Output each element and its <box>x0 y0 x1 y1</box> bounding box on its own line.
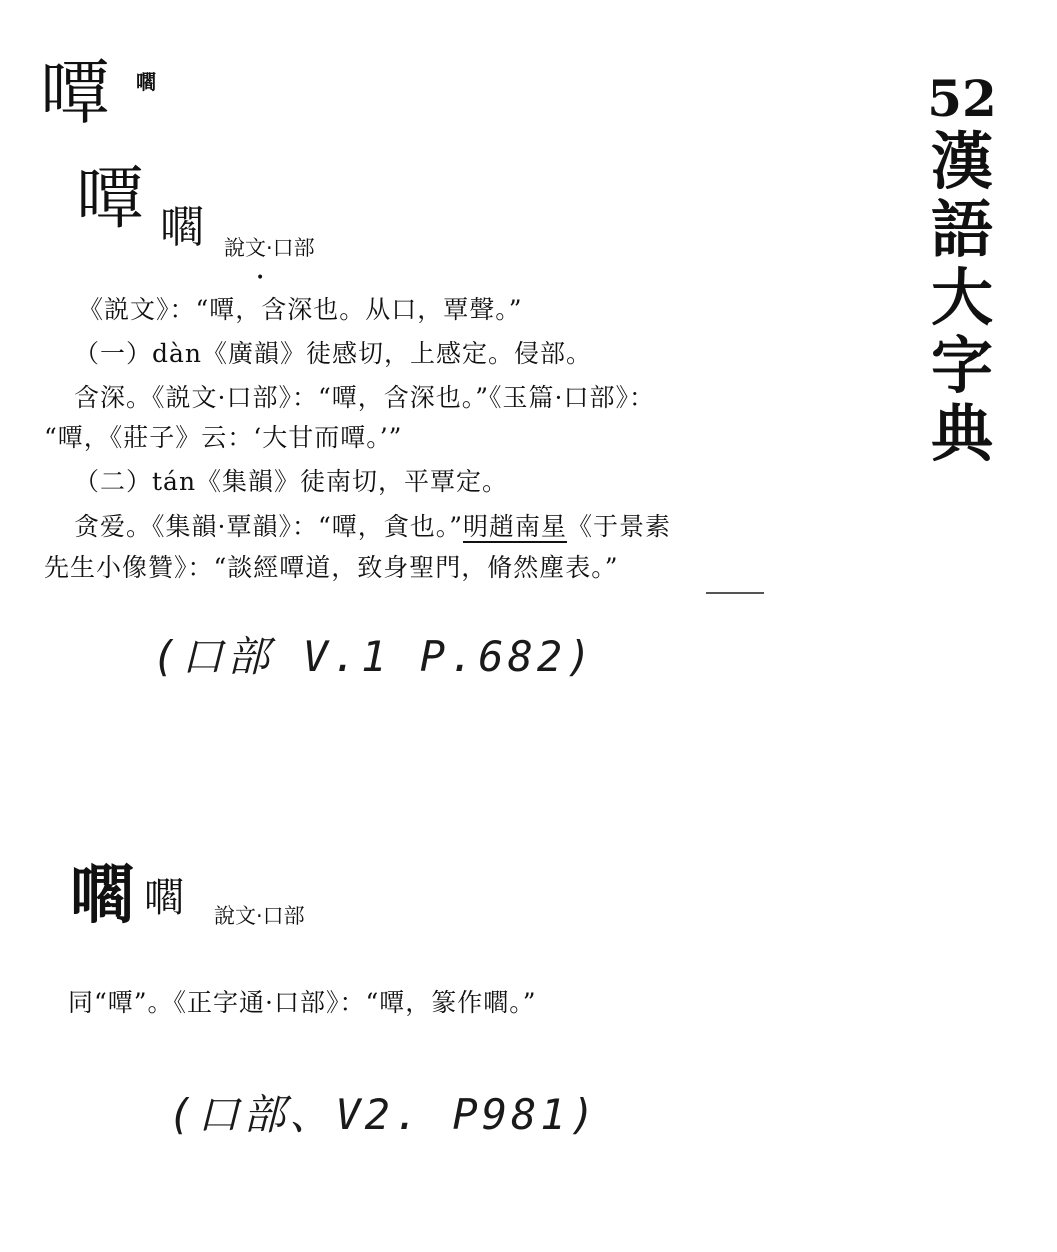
entry1-line-2: （一）dàn《廣韻》徒感切，上感定。侵部。 <box>74 339 593 368</box>
rule-mark <box>706 592 764 594</box>
entry1-line-6-tail: 《于景素 <box>567 512 672 541</box>
entry2-line: 同“嘾”。《正字通·口部》：“嘾，篆作嚪。” <box>68 988 537 1017</box>
title-char-4: 字 <box>930 329 993 403</box>
entry2-headword: 嚪 <box>70 858 134 933</box>
entry1-source-label: 說文·口部 <box>224 236 315 260</box>
entry1-headword: 嘾 <box>76 160 145 239</box>
title-char-5: 典 <box>930 397 993 471</box>
dot-mark: • <box>256 270 265 286</box>
heading-character: 嘾 <box>40 52 110 134</box>
entry1-line-5: （二）tán《集韻》徒南切，平覃定。 <box>74 467 509 496</box>
volume-title <box>922 69 1002 471</box>
entry1-line-6-text: 贪爱。《集韻·覃韻》：“嘾，貪也。” <box>74 512 464 541</box>
entry2-handwritten-note: (口部、V2. P981) <box>168 1090 599 1139</box>
entry2-source-label: 說文·口部 <box>214 904 305 928</box>
heading-variant-character: 嚪 <box>136 70 156 94</box>
entry1-handwritten-note: (口部 V.1 P.682) <box>152 632 596 681</box>
entry1-line-7: 先生小像贊》：“談經嘾道，致身聖門，脩然塵表。” <box>44 553 619 582</box>
entry1-line-3: 含深。《説文·口部》：“嘾，含深也。”《玉篇·口部》： <box>74 383 655 412</box>
entry1-line-4: “嘾，《莊子》云：‘大甘而嘾。’” <box>44 423 403 452</box>
volume-number: 52 <box>927 69 997 128</box>
title-char-2: 語 <box>930 192 993 266</box>
title-char-1: 漢 <box>930 124 993 198</box>
title-char-3: 大 <box>930 260 993 334</box>
entry1-underlined-name: 明趙南星 <box>463 512 568 541</box>
entry1-line-1: 《説文》：“嘾，含深也。从口，覃聲。” <box>78 295 523 324</box>
entry1-seal-script: 嚪 <box>160 202 204 253</box>
entry2-seal-script: 嚪 <box>144 875 184 921</box>
entry1-line-6 <box>74 514 671 539</box>
